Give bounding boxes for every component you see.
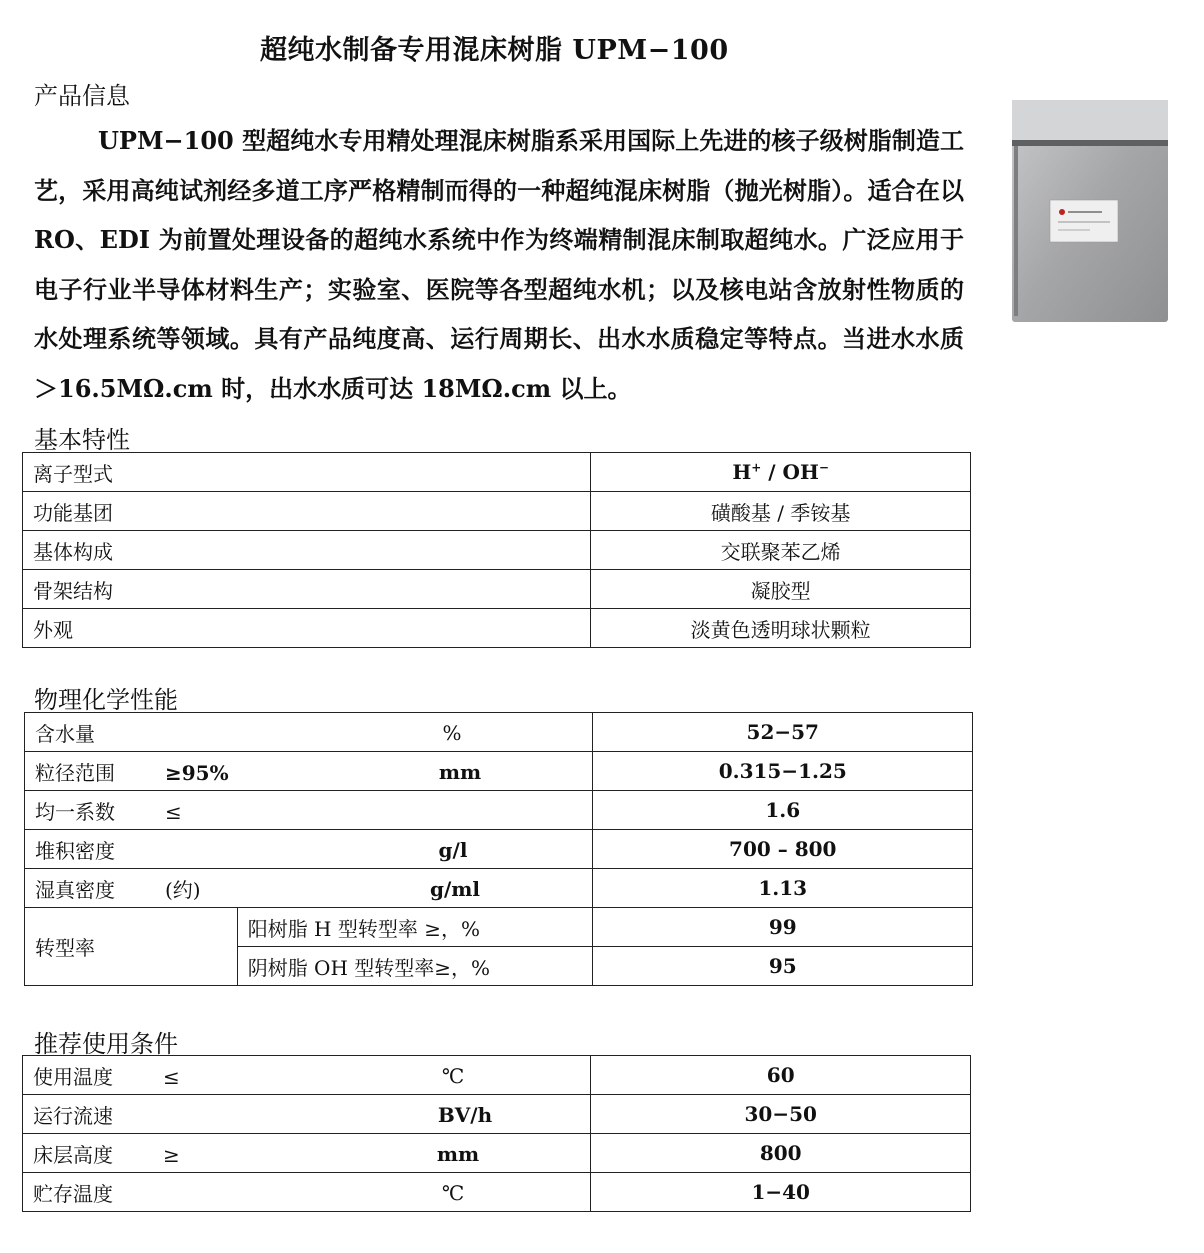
conversion-cation-value: 99 bbox=[593, 908, 973, 947]
row-unit: BV/h bbox=[437, 1103, 493, 1127]
row-label: 贮存温度 bbox=[33, 1181, 113, 1206]
row-value: 1.13 bbox=[593, 869, 973, 908]
table-row bbox=[23, 1173, 971, 1212]
row-label-cell bbox=[23, 1095, 591, 1134]
table-row bbox=[23, 1134, 971, 1173]
table-row bbox=[25, 830, 973, 869]
basic-properties-table bbox=[22, 452, 971, 648]
table-row bbox=[25, 752, 973, 791]
row-value: 0.315−1.25 bbox=[593, 752, 973, 791]
row-unit: ℃ bbox=[441, 1181, 465, 1205]
table-row bbox=[23, 609, 971, 648]
conversion-label: 转型率 bbox=[25, 908, 238, 986]
table-row bbox=[23, 531, 971, 570]
row-value: H+ / OH− bbox=[591, 453, 971, 492]
table-row bbox=[23, 1095, 971, 1134]
row-value: 交联聚苯乙烯 bbox=[591, 531, 971, 570]
row-label-cell bbox=[23, 1056, 591, 1095]
basic-properties-heading: 基本特性 bbox=[34, 426, 130, 454]
row-value: 1−40 bbox=[591, 1173, 971, 1212]
row-label: 湿真密度 bbox=[35, 877, 115, 902]
row-label: 运行流速 bbox=[33, 1103, 113, 1128]
physchem-table bbox=[24, 712, 973, 986]
row-unit: mm bbox=[438, 760, 482, 784]
row-value: 800 bbox=[591, 1134, 971, 1173]
row-condition: ≥ bbox=[163, 1142, 180, 1167]
table-row bbox=[25, 791, 973, 830]
conversion-cation-label: 阳树脂 H 型转型率 ≥，% bbox=[237, 908, 593, 947]
row-label: 骨架结构 bbox=[23, 570, 591, 609]
page-title: 超纯水制备专用混床树脂 UPM−100 bbox=[260, 35, 729, 66]
row-label-cell bbox=[23, 1134, 591, 1173]
table-row bbox=[25, 869, 973, 908]
row-condition: ≤ bbox=[165, 799, 182, 824]
row-label: 均一系数 bbox=[35, 799, 115, 824]
table-row bbox=[25, 908, 973, 947]
row-label: 离子型式 bbox=[23, 453, 591, 492]
conversion-anion-value: 95 bbox=[593, 947, 973, 986]
row-label-cell bbox=[23, 1173, 591, 1212]
product-description: UPM−100 型超纯水专用精处理混床树脂系采用国际上先进的核子级树脂制造工艺，采用高纯试剂经多道工序严格精制而得的一种超纯混床树脂（抛光树脂）。适合在以 RO、EDI 为前置处理设备的超纯水系统中作为终端精制混床制取超纯水。广泛应用于电子行业半导体材料生产；实验室、医院等各型超纯水机；以及核电站含放射性物质的水处理系统等领域。具有产品纯度高、运行周期长、出水水质稳定等特点。当进水水质＞16.5MΩ.cm 时，出水水质可达 18MΩ.cm 以上。 bbox=[34, 126, 964, 403]
row-unit: ℃ bbox=[441, 1064, 465, 1088]
row-unit: mm bbox=[436, 1142, 480, 1166]
row-label-cell bbox=[25, 791, 593, 830]
product-bag-image bbox=[1010, 100, 1170, 322]
conversion-anion-label: 阴树脂 OH 型转型率≥，% bbox=[237, 947, 593, 986]
row-unit: g/ml bbox=[429, 877, 481, 901]
row-value: 30−50 bbox=[591, 1095, 971, 1134]
row-condition: ≥95% bbox=[165, 760, 229, 785]
row-value: 凝胶型 bbox=[591, 570, 971, 609]
physchem-heading: 物理化学性能 bbox=[34, 686, 178, 714]
row-label-cell bbox=[25, 752, 593, 791]
row-label: 粒径范围 bbox=[35, 760, 115, 785]
row-unit: % bbox=[442, 721, 462, 745]
row-label: 堆积密度 bbox=[35, 838, 115, 863]
row-value: 60 bbox=[591, 1056, 971, 1095]
table-row bbox=[23, 453, 971, 492]
row-label: 床层高度 bbox=[33, 1142, 113, 1167]
row-value: 52−57 bbox=[593, 713, 973, 752]
row-unit: g/l bbox=[438, 838, 468, 862]
table-row bbox=[23, 570, 971, 609]
row-value: 淡黄色透明球状颗粒 bbox=[591, 609, 971, 648]
row-label-cell bbox=[25, 830, 593, 869]
row-label: 基体构成 bbox=[23, 531, 591, 570]
table-row bbox=[25, 713, 973, 752]
usage-heading: 推荐使用条件 bbox=[34, 1030, 178, 1058]
row-value: 磺酸基 / 季铵基 bbox=[591, 492, 971, 531]
table-row bbox=[23, 1056, 971, 1095]
row-condition: ≤ bbox=[163, 1064, 180, 1089]
row-label: 含水量 bbox=[35, 721, 95, 746]
row-label-cell bbox=[25, 713, 593, 752]
table-row bbox=[23, 492, 971, 531]
row-value: 700 – 800 bbox=[593, 830, 973, 869]
row-value: 1.6 bbox=[593, 791, 973, 830]
product-info-heading: 产品信息 bbox=[34, 82, 130, 110]
row-condition: (约) bbox=[165, 877, 201, 902]
row-label-cell bbox=[25, 869, 593, 908]
row-label: 使用温度 bbox=[33, 1064, 113, 1089]
row-label: 功能基团 bbox=[23, 492, 591, 531]
row-label: 外观 bbox=[23, 609, 591, 648]
usage-table bbox=[22, 1055, 971, 1212]
